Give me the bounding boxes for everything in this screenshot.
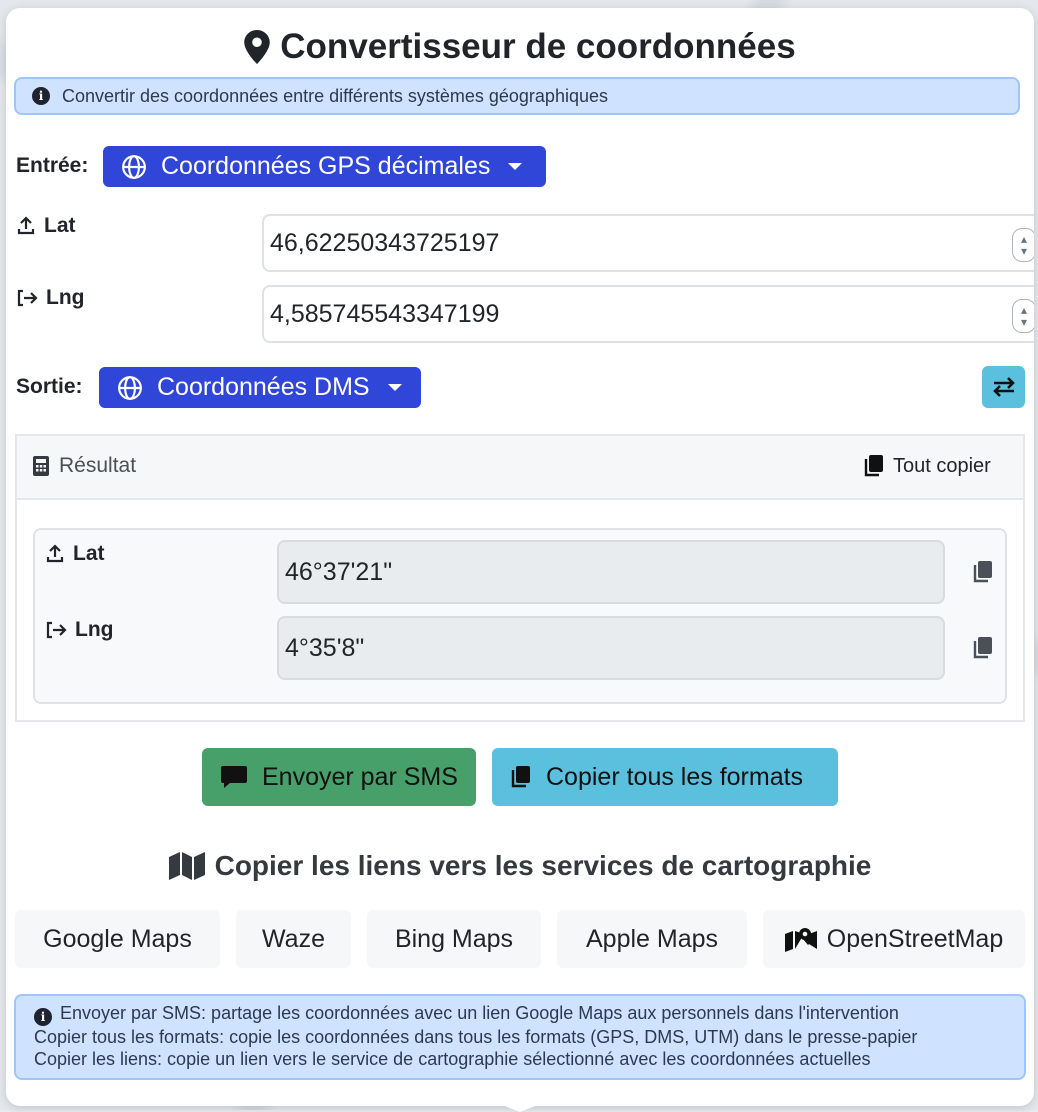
longitude-input[interactable] <box>262 285 1034 343</box>
result-lat-label <box>45 542 105 566</box>
upload-icon <box>16 216 36 236</box>
output-label <box>16 375 83 399</box>
copy-lat-button[interactable] <box>969 558 997 586</box>
latitude-stepper[interactable]: ▴ ▾ <box>1012 228 1034 262</box>
result-title <box>33 454 136 478</box>
google-maps-label: Google Maps <box>43 924 192 953</box>
page-title-text: Convertisseur de coordonnées <box>280 27 796 66</box>
chevron-down-icon <box>508 163 522 170</box>
copy-icon <box>972 560 994 584</box>
map-services-title-text: Copier les liens vers les services de cartographie <box>214 850 872 881</box>
calculator-icon <box>33 456 49 476</box>
bing-maps-label: Bing Maps <box>394 924 514 953</box>
result-title-text: Résultat <box>59 454 137 477</box>
copy-all-formats-button[interactable] <box>492 748 838 806</box>
copy-icon <box>863 454 885 478</box>
google-maps-button[interactable] <box>15 910 220 968</box>
result-lat-label-text: Lat <box>73 542 105 565</box>
page-title <box>6 22 1034 72</box>
map-marker-icon <box>785 926 817 952</box>
result-lng-value: 4°35'8" <box>285 633 365 662</box>
info-icon: i <box>34 1008 52 1026</box>
apple-maps-button[interactable] <box>557 910 747 968</box>
result-card <box>15 434 1025 722</box>
waze-label: Waze <box>262 924 325 953</box>
arrow-right-bracket-icon <box>16 288 38 308</box>
map-pin-icon <box>244 30 270 64</box>
copy-all-button[interactable] <box>863 454 991 478</box>
input-label <box>16 154 88 178</box>
result-fields <box>33 528 1007 704</box>
copy-icon <box>972 636 994 660</box>
globe-icon <box>117 375 143 401</box>
apple-maps-label: Apple Maps <box>585 924 719 953</box>
map-services-title <box>6 844 1034 888</box>
latitude-input[interactable] <box>262 214 1034 272</box>
longitude-stepper[interactable]: ▴ ▾ <box>1012 299 1034 333</box>
help-line-1 <box>34 1002 1024 1026</box>
copy-all-label: Tout copier <box>893 454 991 477</box>
result-lat-value: 46°37'21" <box>285 557 393 586</box>
input-format-label: Coordonnées GPS décimales <box>161 152 491 180</box>
output-format-dropdown[interactable] <box>99 367 421 408</box>
help-line-2: Copier tous les formats: copie les coordonnées dans tous les formats (GPS, DMS, UTM) dans le presse-papier <box>34 1027 918 1047</box>
chat-bubble-icon <box>220 764 248 790</box>
input-label-text: Entrée: <box>16 154 89 177</box>
result-lat-field[interactable] <box>277 540 945 604</box>
input-lng-label-text: Lng <box>46 286 85 309</box>
result-lng-label <box>45 618 113 642</box>
copy-lng-button[interactable] <box>969 634 997 662</box>
swap-button[interactable] <box>982 366 1025 408</box>
input-lat-label <box>16 214 76 238</box>
openstreetmap-label: OpenStreetMap <box>826 924 1004 953</box>
result-header <box>17 436 1023 500</box>
upload-icon <box>45 544 65 564</box>
input-format-dropdown[interactable] <box>103 146 546 187</box>
bing-maps-button[interactable] <box>367 910 541 968</box>
output-format-label: Coordonnées DMS <box>157 373 370 401</box>
help-line-1-text: Envoyer par SMS: partage les coordonnées avec un lien Google Maps aux personnels dans l'intervention <box>60 1003 899 1023</box>
result-lng-field[interactable] <box>277 616 945 680</box>
send-sms-label: Envoyer par SMS <box>262 762 458 791</box>
globe-icon <box>121 154 147 180</box>
converter-panel <box>6 8 1034 1106</box>
info-icon: i <box>32 87 50 105</box>
input-lng-label <box>16 286 84 310</box>
latitude-input-value: 46,62250343725197 <box>270 228 500 257</box>
intro-info-alert <box>14 77 1020 115</box>
arrow-right-bracket-icon <box>45 620 67 640</box>
send-sms-button[interactable] <box>202 748 476 806</box>
map-icon <box>169 852 205 880</box>
popup-pointer <box>500 1104 540 1112</box>
openstreetmap-button[interactable] <box>763 910 1025 968</box>
longitude-input-value: 4,585745543347199 <box>270 299 500 328</box>
copy-all-formats-label: Copier tous les formats <box>546 762 804 791</box>
swap-arrows-icon <box>991 375 1017 399</box>
output-label-text: Sortie: <box>16 375 83 398</box>
help-info-alert <box>14 994 1026 1080</box>
result-lng-label-text: Lng <box>75 618 114 641</box>
intro-info-text: Convertir des coordonnées entre différents systèmes géographiques <box>62 85 608 106</box>
waze-button[interactable] <box>236 910 351 968</box>
input-lat-label-text: Lat <box>44 214 76 237</box>
help-line-3: Copier les liens: copie un lien vers le service de cartographie sélectionné avec les coordonnées actuelles <box>34 1049 871 1069</box>
chevron-down-icon <box>388 384 402 391</box>
copy-icon <box>510 765 532 789</box>
